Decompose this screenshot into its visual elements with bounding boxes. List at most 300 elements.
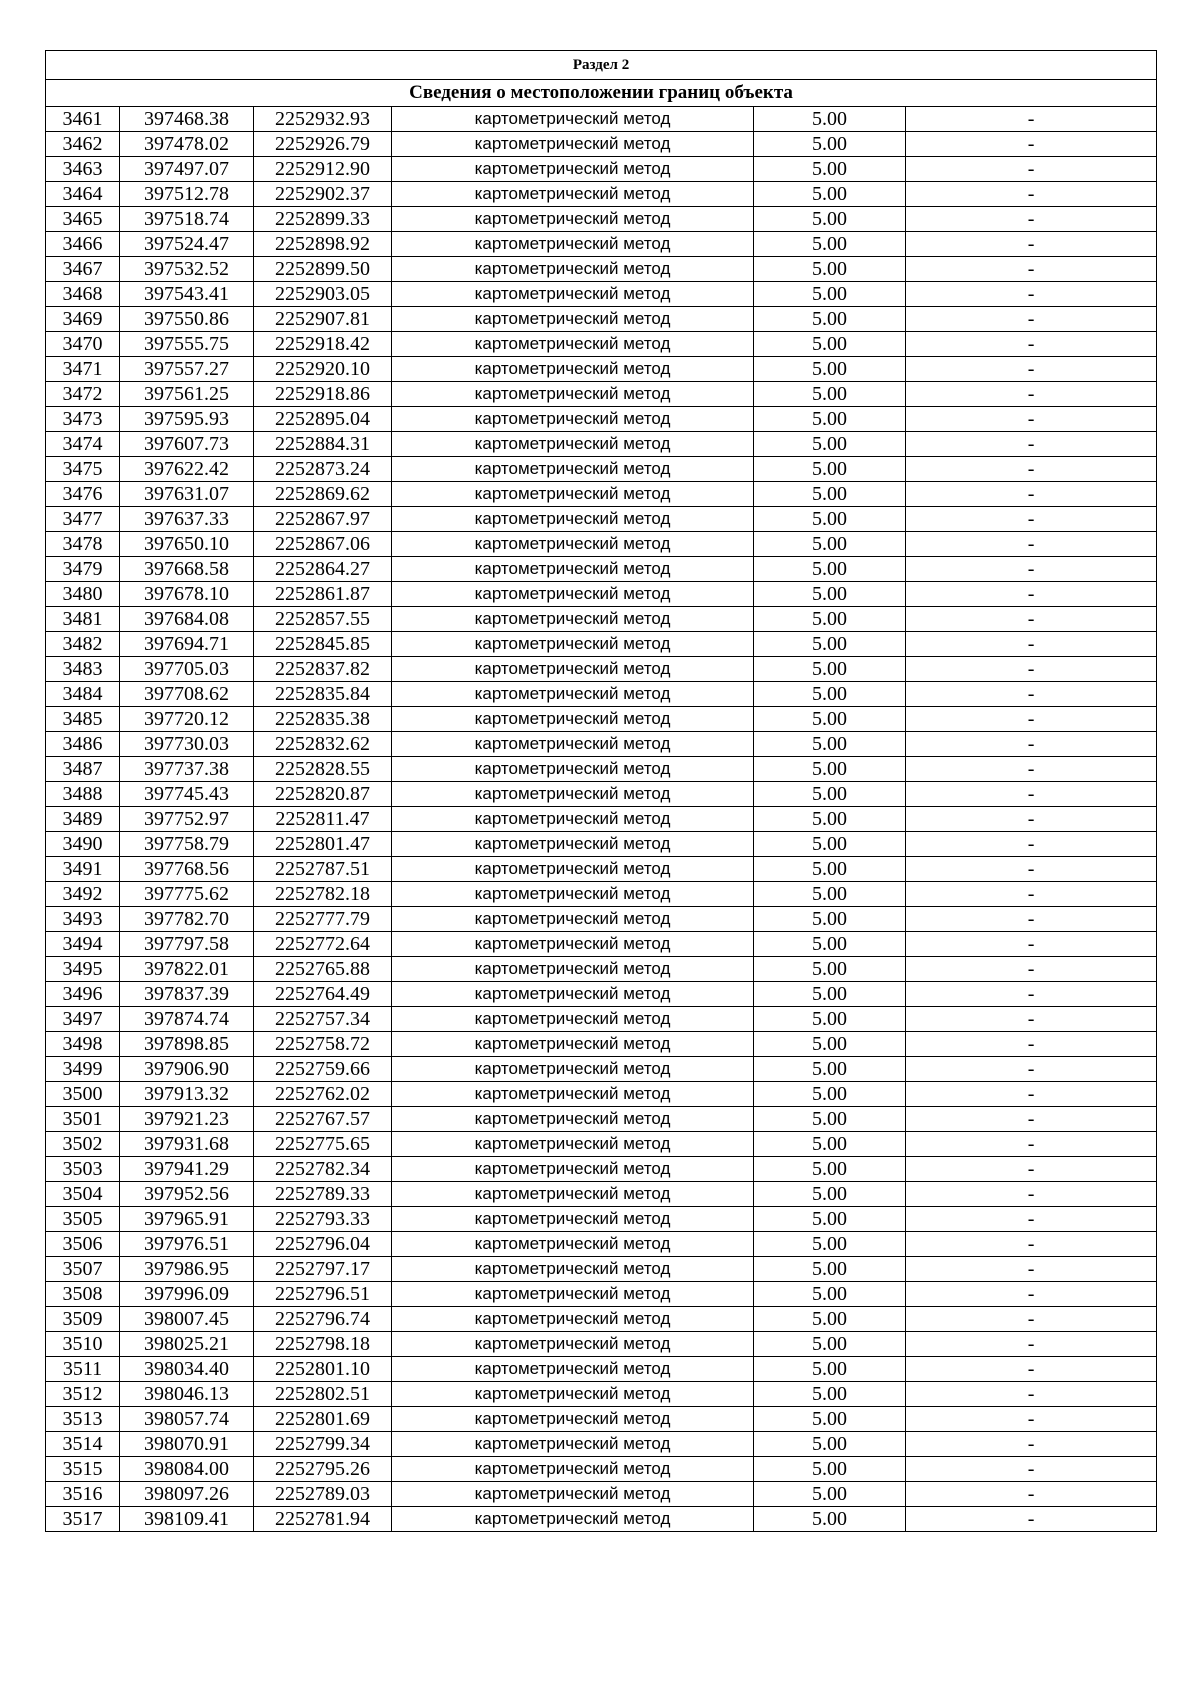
point-number: 3511 — [46, 1357, 120, 1382]
table-row — [46, 1382, 1157, 1407]
method-cell: картометрический метод — [392, 132, 754, 157]
description-cell: - — [906, 482, 1157, 507]
table-row — [46, 1332, 1157, 1357]
accuracy-cell: 5.00 — [754, 507, 906, 532]
coordinate-x: 398025.21 — [120, 1332, 254, 1357]
coordinate-x: 397737.38 — [120, 757, 254, 782]
description-cell: - — [906, 1282, 1157, 1307]
coordinate-x: 397668.58 — [120, 557, 254, 582]
coordinate-y: 2252777.79 — [254, 907, 392, 932]
accuracy-cell: 5.00 — [754, 157, 906, 182]
coordinate-y: 2252835.38 — [254, 707, 392, 732]
description-cell: - — [906, 1107, 1157, 1132]
point-number: 3481 — [46, 607, 120, 632]
coordinate-y: 2252811.47 — [254, 807, 392, 832]
coordinate-y: 2252795.26 — [254, 1457, 392, 1482]
coordinate-y: 2252857.55 — [254, 607, 392, 632]
table-row — [46, 457, 1157, 482]
method-cell: картометрический метод — [392, 707, 754, 732]
method-cell: картометрический метод — [392, 557, 754, 582]
point-number: 3486 — [46, 732, 120, 757]
coordinate-y: 2252898.92 — [254, 232, 392, 257]
accuracy-cell: 5.00 — [754, 1407, 906, 1432]
description-cell: - — [906, 1207, 1157, 1232]
coordinate-y: 2252758.72 — [254, 1032, 392, 1057]
method-cell: картометрический метод — [392, 507, 754, 532]
table-row — [46, 207, 1157, 232]
point-number: 3491 — [46, 857, 120, 882]
accuracy-cell: 5.00 — [754, 1232, 906, 1257]
accuracy-cell: 5.00 — [754, 1007, 906, 1032]
coordinate-x: 397532.52 — [120, 257, 254, 282]
accuracy-cell: 5.00 — [754, 1082, 906, 1107]
point-number: 3499 — [46, 1057, 120, 1082]
coordinate-x: 397986.95 — [120, 1257, 254, 1282]
table-row — [46, 732, 1157, 757]
description-cell: - — [906, 732, 1157, 757]
method-cell: картометрический метод — [392, 357, 754, 382]
point-number: 3516 — [46, 1482, 120, 1507]
method-cell: картометрический метод — [392, 1507, 754, 1532]
accuracy-cell: 5.00 — [754, 482, 906, 507]
point-number: 3471 — [46, 357, 120, 382]
coordinate-y: 2252757.34 — [254, 1007, 392, 1032]
table-row — [46, 1482, 1157, 1507]
coordinate-y: 2252918.42 — [254, 332, 392, 357]
method-cell: картометрический метод — [392, 932, 754, 957]
accuracy-cell: 5.00 — [754, 657, 906, 682]
coordinate-y: 2252775.65 — [254, 1132, 392, 1157]
coordinate-y: 2252796.51 — [254, 1282, 392, 1307]
accuracy-cell: 5.00 — [754, 1382, 906, 1407]
method-cell: картометрический метод — [392, 432, 754, 457]
method-cell: картометрический метод — [392, 407, 754, 432]
coordinate-y: 2252861.87 — [254, 582, 392, 607]
coordinate-x: 397607.73 — [120, 432, 254, 457]
table-row — [46, 1407, 1157, 1432]
description-cell: - — [906, 907, 1157, 932]
method-cell: картометрический метод — [392, 607, 754, 632]
coordinate-x: 397678.10 — [120, 582, 254, 607]
description-cell: - — [906, 457, 1157, 482]
accuracy-cell: 5.00 — [754, 557, 906, 582]
accuracy-cell: 5.00 — [754, 1332, 906, 1357]
coordinate-y: 2252782.18 — [254, 882, 392, 907]
description-cell: - — [906, 607, 1157, 632]
method-cell: картометрический метод — [392, 182, 754, 207]
method-cell: картометрический метод — [392, 1282, 754, 1307]
coordinate-x: 397622.42 — [120, 457, 254, 482]
coordinate-y: 2252801.10 — [254, 1357, 392, 1382]
point-number: 3472 — [46, 382, 120, 407]
table-row — [46, 357, 1157, 382]
description-cell: - — [906, 332, 1157, 357]
method-cell: картометрический метод — [392, 482, 754, 507]
description-cell: - — [906, 207, 1157, 232]
point-number: 3514 — [46, 1432, 120, 1457]
table-row — [46, 232, 1157, 257]
table-row — [46, 257, 1157, 282]
coordinate-x: 397512.78 — [120, 182, 254, 207]
table-row — [46, 1032, 1157, 1057]
coordinate-x: 397913.32 — [120, 1082, 254, 1107]
table-row — [46, 1307, 1157, 1332]
coordinate-y: 2252787.51 — [254, 857, 392, 882]
method-cell: картометрический метод — [392, 857, 754, 882]
table-row — [46, 982, 1157, 1007]
point-number: 3503 — [46, 1157, 120, 1182]
table-title-row — [46, 80, 1157, 107]
table-row — [46, 132, 1157, 157]
coordinate-y: 2252781.94 — [254, 1507, 392, 1532]
accuracy-cell: 5.00 — [754, 707, 906, 732]
point-number: 3483 — [46, 657, 120, 682]
point-number: 3463 — [46, 157, 120, 182]
accuracy-cell: 5.00 — [754, 532, 906, 557]
coordinate-y: 2252796.04 — [254, 1232, 392, 1257]
accuracy-cell: 5.00 — [754, 107, 906, 132]
accuracy-cell: 5.00 — [754, 407, 906, 432]
description-cell: - — [906, 707, 1157, 732]
description-cell: - — [906, 757, 1157, 782]
coordinate-x: 397518.74 — [120, 207, 254, 232]
point-number: 3480 — [46, 582, 120, 607]
coordinate-x: 397543.41 — [120, 282, 254, 307]
point-number: 3485 — [46, 707, 120, 732]
coordinate-x: 397782.70 — [120, 907, 254, 932]
accuracy-cell: 5.00 — [754, 1032, 906, 1057]
table-row — [46, 182, 1157, 207]
point-number: 3494 — [46, 932, 120, 957]
table-row — [46, 957, 1157, 982]
coordinate-x: 397768.56 — [120, 857, 254, 882]
point-number: 3484 — [46, 682, 120, 707]
method-cell: картометрический метод — [392, 732, 754, 757]
description-cell: - — [906, 1257, 1157, 1282]
table-row — [46, 1357, 1157, 1382]
accuracy-cell: 5.00 — [754, 432, 906, 457]
table-row — [46, 907, 1157, 932]
coordinate-y: 2252918.86 — [254, 382, 392, 407]
table-row — [46, 332, 1157, 357]
accuracy-cell: 5.00 — [754, 1482, 906, 1507]
description-cell: - — [906, 307, 1157, 332]
accuracy-cell: 5.00 — [754, 1507, 906, 1532]
point-number: 3482 — [46, 632, 120, 657]
description-cell: - — [906, 957, 1157, 982]
method-cell: картометрический метод — [392, 232, 754, 257]
coordinate-x: 397561.25 — [120, 382, 254, 407]
coordinate-x: 397524.47 — [120, 232, 254, 257]
method-cell: картометрический метод — [392, 882, 754, 907]
accuracy-cell: 5.00 — [754, 1157, 906, 1182]
method-cell: картометрический метод — [392, 307, 754, 332]
coordinate-x: 397921.23 — [120, 1107, 254, 1132]
point-number: 3504 — [46, 1182, 120, 1207]
description-cell: - — [906, 182, 1157, 207]
coordinate-y: 2252920.10 — [254, 357, 392, 382]
table-row — [46, 1232, 1157, 1257]
point-number: 3462 — [46, 132, 120, 157]
accuracy-cell: 5.00 — [754, 632, 906, 657]
accuracy-cell: 5.00 — [754, 382, 906, 407]
coordinate-y: 2252820.87 — [254, 782, 392, 807]
table-row — [46, 782, 1157, 807]
coordinate-y: 2252869.62 — [254, 482, 392, 507]
coordinate-x: 397874.74 — [120, 1007, 254, 1032]
point-number: 3468 — [46, 282, 120, 307]
point-number: 3467 — [46, 257, 120, 282]
table-row — [46, 832, 1157, 857]
description-cell: - — [906, 1457, 1157, 1482]
table-row — [46, 107, 1157, 132]
point-number: 3478 — [46, 532, 120, 557]
coordinate-x: 397478.02 — [120, 132, 254, 157]
table-row — [46, 707, 1157, 732]
coordinate-y: 2252789.03 — [254, 1482, 392, 1507]
point-number: 3501 — [46, 1107, 120, 1132]
accuracy-cell: 5.00 — [754, 857, 906, 882]
description-cell: - — [906, 257, 1157, 282]
section-header-row — [46, 51, 1157, 80]
point-number: 3498 — [46, 1032, 120, 1057]
table-row — [46, 1157, 1157, 1182]
description-cell: - — [906, 657, 1157, 682]
coordinate-y: 2252873.24 — [254, 457, 392, 482]
coordinate-x: 398007.45 — [120, 1307, 254, 1332]
coordinate-x: 397976.51 — [120, 1232, 254, 1257]
method-cell: картометрический метод — [392, 1182, 754, 1207]
table-row — [46, 1082, 1157, 1107]
point-number: 3465 — [46, 207, 120, 232]
description-cell: - — [906, 507, 1157, 532]
accuracy-cell: 5.00 — [754, 307, 906, 332]
coordinate-y: 2252789.33 — [254, 1182, 392, 1207]
accuracy-cell: 5.00 — [754, 807, 906, 832]
coordinate-y: 2252867.97 — [254, 507, 392, 532]
description-cell: - — [906, 1057, 1157, 1082]
method-cell: картометрический метод — [392, 907, 754, 932]
coordinate-x: 397906.90 — [120, 1057, 254, 1082]
point-number: 3505 — [46, 1207, 120, 1232]
table-row — [46, 432, 1157, 457]
point-number: 3513 — [46, 1407, 120, 1432]
method-cell: картометрический метод — [392, 1357, 754, 1382]
coordinate-y: 2252797.17 — [254, 1257, 392, 1282]
coordinate-x: 397996.09 — [120, 1282, 254, 1307]
table-row — [46, 1507, 1157, 1532]
coordinate-y: 2252864.27 — [254, 557, 392, 582]
method-cell: картометрический метод — [392, 1132, 754, 1157]
coordinate-x: 398034.40 — [120, 1357, 254, 1382]
accuracy-cell: 5.00 — [754, 757, 906, 782]
table-row — [46, 1257, 1157, 1282]
coordinate-x: 397557.27 — [120, 357, 254, 382]
accuracy-cell: 5.00 — [754, 1057, 906, 1082]
accuracy-cell: 5.00 — [754, 957, 906, 982]
description-cell: - — [906, 1407, 1157, 1432]
table-row — [46, 682, 1157, 707]
method-cell: картометрический метод — [392, 682, 754, 707]
table-row — [46, 1007, 1157, 1032]
description-cell: - — [906, 1332, 1157, 1357]
table-row — [46, 532, 1157, 557]
description-cell: - — [906, 932, 1157, 957]
accuracy-cell: 5.00 — [754, 1257, 906, 1282]
accuracy-cell: 5.00 — [754, 257, 906, 282]
method-cell: картометрический метод — [392, 1107, 754, 1132]
table-row — [46, 932, 1157, 957]
point-number: 3487 — [46, 757, 120, 782]
method-cell: картометрический метод — [392, 282, 754, 307]
table-row — [46, 757, 1157, 782]
table-row — [46, 157, 1157, 182]
point-number: 3475 — [46, 457, 120, 482]
accuracy-cell: 5.00 — [754, 457, 906, 482]
point-number: 3488 — [46, 782, 120, 807]
point-number: 3473 — [46, 407, 120, 432]
method-cell: картометрический метод — [392, 1157, 754, 1182]
table-row — [46, 507, 1157, 532]
accuracy-cell: 5.00 — [754, 1282, 906, 1307]
description-cell: - — [906, 557, 1157, 582]
coordinate-y: 2252899.50 — [254, 257, 392, 282]
coordinate-y: 2252835.84 — [254, 682, 392, 707]
coordinate-x: 397708.62 — [120, 682, 254, 707]
coordinate-x: 397952.56 — [120, 1182, 254, 1207]
table-row — [46, 1057, 1157, 1082]
description-cell: - — [906, 1357, 1157, 1382]
description-cell: - — [906, 882, 1157, 907]
coordinate-y: 2252796.74 — [254, 1307, 392, 1332]
table-row — [46, 1282, 1157, 1307]
description-cell: - — [906, 1082, 1157, 1107]
description-cell: - — [906, 1232, 1157, 1257]
point-number: 3517 — [46, 1507, 120, 1532]
coordinate-x: 397555.75 — [120, 332, 254, 357]
coordinate-y: 2252837.82 — [254, 657, 392, 682]
point-number: 3469 — [46, 307, 120, 332]
method-cell: картометрический метод — [392, 107, 754, 132]
description-cell: - — [906, 1007, 1157, 1032]
table-row — [46, 657, 1157, 682]
table-row — [46, 1432, 1157, 1457]
coordinate-y: 2252895.04 — [254, 407, 392, 432]
coordinate-y: 2252884.31 — [254, 432, 392, 457]
accuracy-cell: 5.00 — [754, 1457, 906, 1482]
table-row — [46, 632, 1157, 657]
accuracy-cell: 5.00 — [754, 1432, 906, 1457]
description-cell: - — [906, 107, 1157, 132]
coordinate-x: 398070.91 — [120, 1432, 254, 1457]
method-cell: картометрический метод — [392, 757, 754, 782]
description-cell: - — [906, 832, 1157, 857]
description-cell: - — [906, 1432, 1157, 1457]
accuracy-cell: 5.00 — [754, 132, 906, 157]
table-row — [46, 407, 1157, 432]
method-cell: картометрический метод — [392, 632, 754, 657]
description-cell: - — [906, 382, 1157, 407]
method-cell: картометрический метод — [392, 782, 754, 807]
coordinate-y: 2252762.02 — [254, 1082, 392, 1107]
coordinate-x: 397775.62 — [120, 882, 254, 907]
method-cell: картометрический метод — [392, 957, 754, 982]
description-cell: - — [906, 1307, 1157, 1332]
point-number: 3506 — [46, 1232, 120, 1257]
point-number: 3479 — [46, 557, 120, 582]
accuracy-cell: 5.00 — [754, 1357, 906, 1382]
coordinate-y: 2252828.55 — [254, 757, 392, 782]
coordinate-y: 2252798.18 — [254, 1332, 392, 1357]
accuracy-cell: 5.00 — [754, 607, 906, 632]
method-cell: картометрический метод — [392, 1007, 754, 1032]
accuracy-cell: 5.00 — [754, 682, 906, 707]
method-cell: картометрический метод — [392, 1232, 754, 1257]
description-cell: - — [906, 982, 1157, 1007]
coordinate-y: 2252845.85 — [254, 632, 392, 657]
description-cell: - — [906, 157, 1157, 182]
section-label: Раздел 2 — [46, 51, 1157, 80]
coordinate-y: 2252912.90 — [254, 157, 392, 182]
accuracy-cell: 5.00 — [754, 832, 906, 857]
description-cell: - — [906, 1482, 1157, 1507]
point-number: 3493 — [46, 907, 120, 932]
point-number: 3510 — [46, 1332, 120, 1357]
accuracy-cell: 5.00 — [754, 182, 906, 207]
description-cell: - — [906, 632, 1157, 657]
table-row — [46, 607, 1157, 632]
coordinate-x: 397758.79 — [120, 832, 254, 857]
coordinate-x: 398057.74 — [120, 1407, 254, 1432]
boundary-coordinates-table — [45, 50, 1157, 1532]
coordinate-y: 2252767.57 — [254, 1107, 392, 1132]
coordinate-y: 2252765.88 — [254, 957, 392, 982]
method-cell: картометрический метод — [392, 532, 754, 557]
table-row — [46, 282, 1157, 307]
method-cell: картометрический метод — [392, 1057, 754, 1082]
table-row — [46, 1457, 1157, 1482]
description-cell: - — [906, 1032, 1157, 1057]
coordinate-y: 2252772.64 — [254, 932, 392, 957]
coordinate-y: 2252903.05 — [254, 282, 392, 307]
coordinate-y: 2252867.06 — [254, 532, 392, 557]
point-number: 3502 — [46, 1132, 120, 1157]
description-cell: - — [906, 1382, 1157, 1407]
accuracy-cell: 5.00 — [754, 1107, 906, 1132]
point-number: 3507 — [46, 1257, 120, 1282]
coordinate-y: 2252801.69 — [254, 1407, 392, 1432]
point-number: 3492 — [46, 882, 120, 907]
description-cell: - — [906, 1182, 1157, 1207]
coordinate-x: 397730.03 — [120, 732, 254, 757]
coordinate-x: 397837.39 — [120, 982, 254, 1007]
accuracy-cell: 5.00 — [754, 982, 906, 1007]
coordinate-y: 2252907.81 — [254, 307, 392, 332]
coordinate-x: 397497.07 — [120, 157, 254, 182]
accuracy-cell: 5.00 — [754, 932, 906, 957]
method-cell: картометрический метод — [392, 1482, 754, 1507]
accuracy-cell: 5.00 — [754, 282, 906, 307]
table-row — [46, 1132, 1157, 1157]
description-cell: - — [906, 132, 1157, 157]
coordinate-y: 2252932.93 — [254, 107, 392, 132]
table-row — [46, 807, 1157, 832]
point-number: 3489 — [46, 807, 120, 832]
coordinate-x: 398097.26 — [120, 1482, 254, 1507]
coordinate-y: 2252899.33 — [254, 207, 392, 232]
description-cell: - — [906, 232, 1157, 257]
accuracy-cell: 5.00 — [754, 1207, 906, 1232]
